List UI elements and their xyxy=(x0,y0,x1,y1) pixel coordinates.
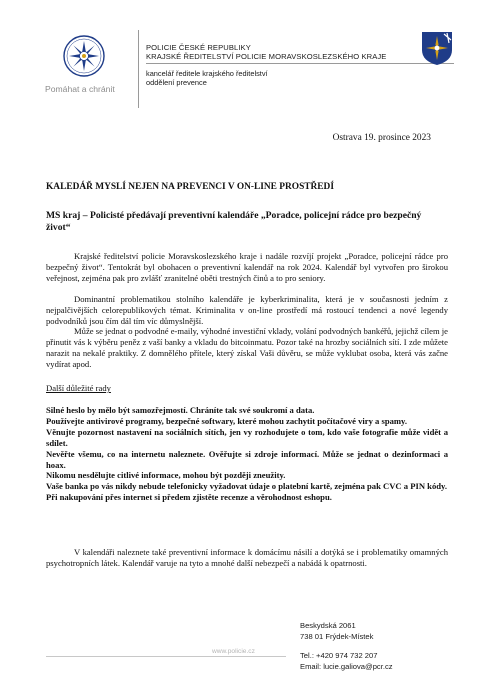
contact-phone: Tel.: +420 974 732 207 xyxy=(300,651,378,660)
tips-list xyxy=(46,405,448,503)
regional-emblem-logo xyxy=(420,30,454,66)
document-title: KALEDÁŘ MYSLÍ NEJEN NA PREVENCI V ON-LINE PROSTŘEDÍ xyxy=(46,182,334,192)
footer-divider xyxy=(46,656,286,657)
closing-paragraph: V kalendáři naleznete také preventivní informace k domácímu násilí a dotýká se i problematiky omamných psychotropních látek. Kalendář varuje na tyto a mnohé další nebezpečí a nabádá k opatrnosti. xyxy=(46,547,448,568)
document-subtitle: MS kraj – Policisté předávají preventivní kalendáře „Poradce, policejní rádce pro bezpečný život“ xyxy=(46,210,422,234)
cybercrime-paragraph: Dominantní problematikou stolního kalendáře je kyberkriminalita, která je v současnosti jedním z nejpalčivějších celorepublikových témat. Kriminalita v on-line prostředí má rostoucí tendenci a nové legendy podvodníků jsou čím dál tím víc důmyslnější. xyxy=(46,294,448,326)
police-star-logo xyxy=(62,34,106,78)
address-city: 738 01 Frýdek-Místek xyxy=(300,632,374,641)
tip-item: Používejte antivirové programy, bezpečné softwary, které mohou zachytit počítačové viry a spamy. xyxy=(46,415,408,426)
tip-item: Vaše banka po vás nikdy nebude telefonicky vyžadovat údaje o platební kartě, zejména pak CVC a PIN kódy. xyxy=(46,481,448,492)
organization-name: POLICIE ČESKÉ REPUBLIKY xyxy=(146,43,251,52)
tip-item: Věnujte pozornost nastavení na sociálních sítích, jen vy rozhodujete o tom, kdo vaše fotografie může vidět a sdílet. xyxy=(46,426,448,448)
office-name: kancelář ředitele krajského ředitelství xyxy=(146,69,268,78)
regional-directorate-name: KRAJSKÉ ŘEDITELSTVÍ POLICIE MORAVSKOSLEZSKÉHO KRAJE xyxy=(146,52,387,61)
fraud-examples-paragraph: Může se jednat o podvodné e-maily, výhodné investiční vklady, volání podvodných bankéřů, jejichž cílem je přinutit vás k výběru peněz z vaší banky a vkladu do bitcoinmatu. Pozor také na hrozby sociálních sítí. I zde můžete narazit na nekalé praktiky. Z domnělého přítele, který získal Vaši důvěru, se může vyklubat osoba, která vás začne vydírat apod. xyxy=(46,326,448,369)
tip-item: Nikomu nesdělujte citlivé informace, mohou být později zneužity. xyxy=(46,470,286,481)
header-divider-horizontal xyxy=(146,63,454,64)
tip-item: Při nakupování přes internet si předem zjistěte recenze a věrohodnost eshopu. xyxy=(46,492,332,503)
tip-item: Silné heslo by mělo být samozřejmostí. Chráníte tak své soukromí a data. xyxy=(46,405,315,415)
motto-text: Pomáhat a chránit xyxy=(45,84,115,94)
intro-paragraph: Krajské ředitelství policie Moravskoslezského kraje i nadále rozvíjí projekt „Poradce, policejní rádce pro bezpečný život“. Tentokrát byl obohacen o preventivní kalendář na rok 2024. Kalendář byl vytvořen pro širokou veřejnost, zejména pak pro zvlášť zranitelné oběti trestných činů a to pro seniory. xyxy=(46,251,448,283)
tips-heading: Další důležité rady xyxy=(46,383,111,393)
tip-item: Nevěřte všemu, co na internetu naleznete. Ověřujte si zdroje informací. Může se jednat o dezinformaci a hoax. xyxy=(46,448,448,470)
contact-email[interactable]: Email: lucie.galiova@pcr.cz xyxy=(300,662,393,671)
header-divider-vertical xyxy=(138,30,139,108)
department-name: oddělení prevence xyxy=(146,78,207,87)
website-link[interactable]: www.policie.cz xyxy=(212,648,255,655)
address-street: Beskydská 2061 xyxy=(300,621,356,630)
document-date: Ostrava 19. prosince 2023 xyxy=(332,133,431,143)
